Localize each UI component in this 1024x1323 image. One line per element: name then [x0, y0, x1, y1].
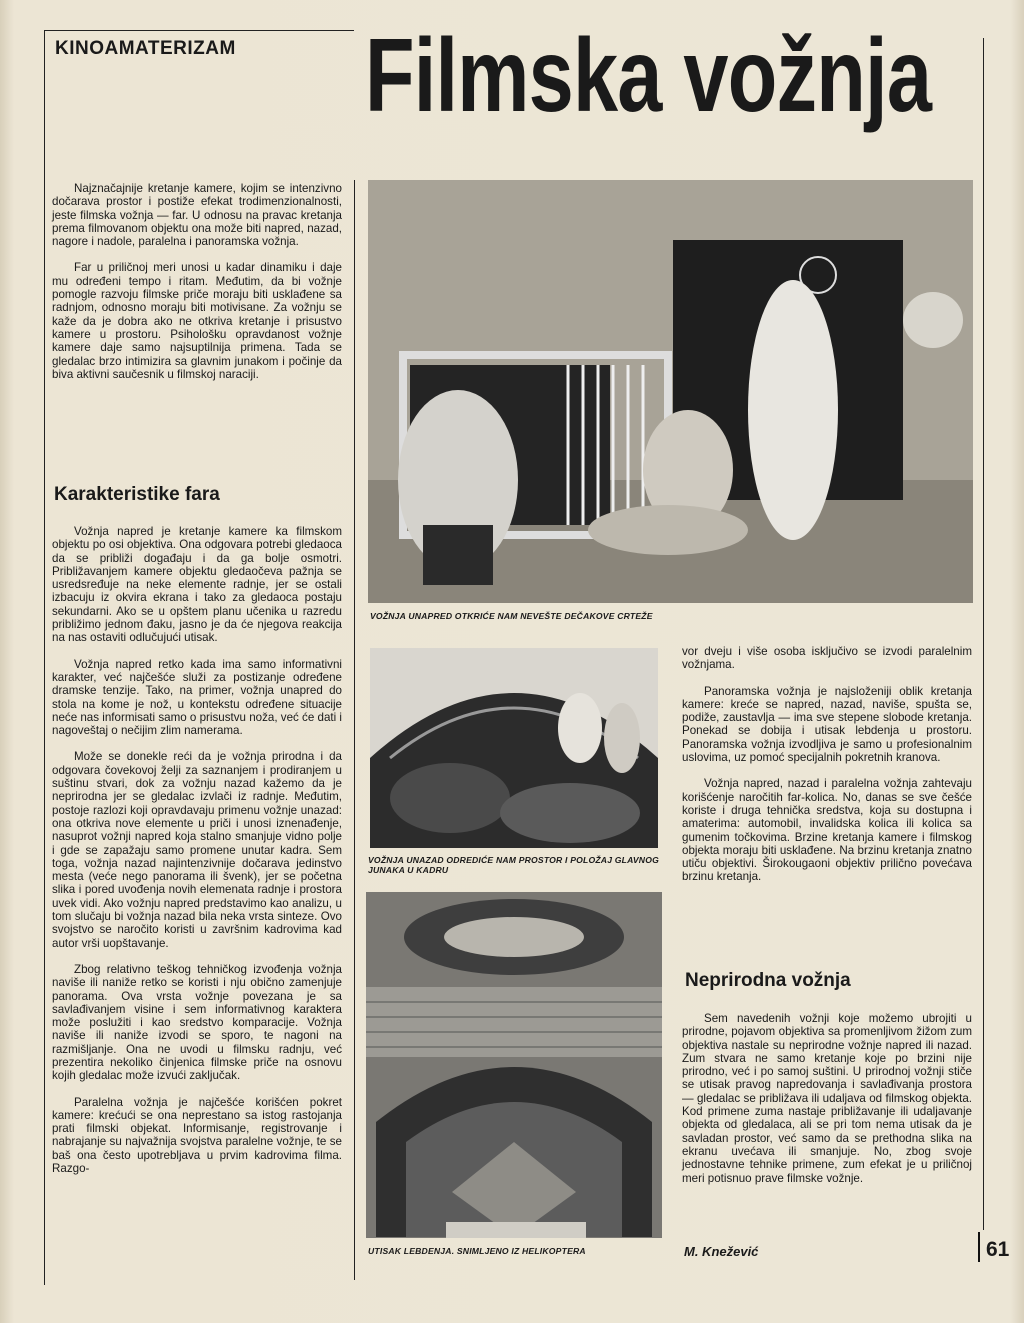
- paragraph: Vožnja napred, nazad i paralelna vožnja zahtevaju korišćenje naročitih far-kolica. No, danas se sve češće koriste i druga tehnička sredstva, koja su dostupna i amaterima: automobil, invalidska kolica ili kolica sa gumenim točkovima. Brzine kretanja kamere i filmskog objekta moraju biti usklađene. Na brzinu kretanja znatno utiču objektivi. Širokougaoni objektiv prilično povećava brzinu kretanja.: [682, 777, 972, 884]
- body-column-3-bottom: [682, 1012, 972, 1198]
- right-frame-rule: [983, 38, 984, 1230]
- photo-caption: UTISAK LEBDENJA. SNIMLJENO IZ HELIKOPTERA: [368, 1246, 586, 1256]
- intro-column: [52, 182, 342, 394]
- photo-stadium-aerial-image: [366, 892, 662, 1238]
- section-heading: Neprirodna vožnja: [685, 970, 851, 991]
- page-number: 61: [986, 1238, 1010, 1261]
- paragraph: Vožnja napred retko kada ima samo informativni karakter, već najčešće služi za postizanje određene dramske tenzije. Tako, na primer, vožnja unapred do stola na kome je nož, u kontekstu određene situacije neće nas informisati samo o prisustvu noža, već će dati i nagoveštaj o nečijim zlim namerama.: [52, 657, 342, 738]
- page-number-rule: [978, 1232, 980, 1262]
- paragraph: Zbog relativno teškog tehničkog izvođenja vožnja naviše ili naniže retko se koristi i nju obično zamenjuje panorama. Ova vrsta vožnje povezana je sa savlađivanjem visine i sem informativnog karaktera može poslužiti i kao sredstvo komparacije. Vožnja naviše ili naniže izvodi se sporo, te nagoni na razmišljanje. Ona ne uvodi u filmsku radnju, već prezentira nekoliko činjenica filmske priče na osnovu kojih gledalac može izvući zaključak.: [52, 962, 342, 1083]
- photo-stadium-aerial: [366, 892, 662, 1238]
- paragraph: Sem navedenih vožnji koje možemo ubrojiti u prirodne, pojavom objektiva sa promenljivom žižom zum objektiva nastale su neprirodne vožnje napred ili nazad. Zum stvara ne samo kretanje koje po brzini nije prirodno, već i po samoj suštini. U prirodnoj vožnji stiče se utisak pravog napredovanja i savlađivanja prostora — gledalac se približava ili udaljava od filmskog objekta. Kod primene zuma nastaje približavanje ili udaljavanje objekta od gledalaca, ali se pri tom nema utisak da je savladan prostor, već samo da se prethodna slika na ekranu uvećava ili smanjuje. No, zbog svoje jednostavne tehnike primene, zum efekat je u priličnoj meri potisnuo prave filmske vožnje.: [682, 1012, 972, 1185]
- section-heading: Karakteristike fara: [54, 484, 220, 505]
- photo-caption: VOŽNJA UNAPRED OTKRIĆE NAM NEVEŠTE DEČAKOVE CRTEŽE: [370, 611, 653, 621]
- photo-children-drawing-image: [368, 180, 973, 603]
- top-frame-rule: [44, 30, 354, 31]
- left-frame-rule: [44, 30, 45, 1285]
- paragraph: Najznačajnije kretanje kamere, kojim se intenzivno dočarava prostor i postiže efekat trodimenzionalnosti, jeste filmska vožnja — far. U odnosu na pravac kretanja prema filmovanom objektu ona može biti napred, nazad, nagore i nadole, paralelna i panoramska vožnja.: [52, 182, 342, 249]
- body-column-1: [52, 525, 342, 1188]
- paragraph: Paralelna vožnja je najčešće korišćen pokret kamere: krećući se ona neprestano sa istog rastojanja prati filmski objekat. Informisanje, registrovanje i nabrajanje su najvažnija svojstva paralelne vožnje, te se baš ona često upotrebljava u prvim kadrovima filma. Razgo-: [52, 1095, 342, 1176]
- author-signature: M. Knežević: [684, 1244, 759, 1259]
- paragraph: Panoramska vožnja je najsloženiji oblik kretanja kamere: kreće se napred, nazad, naviše, spušta se, podiže, zaustavlja — ima sve stepene slobode kretanja. Ponekad se dobija i utisak lebdenja u prostoru. Panoramska vožnja izvodljiva je samo u profesionalnim uslovima, uz pomoć specijalnih pokretnih kranova.: [682, 684, 972, 765]
- photo-caption: VOŽNJA UNAZAD ODREDIĆE NAM PROSTOR I POLOŽAJ GLAVNOG JUNAKA U KADRU: [368, 855, 659, 875]
- paragraph: Može se donekle reći da je vožnja prirodna i da odgovara čovekovoj želji za saznanjem i prodiranjem u suštinu stvari, dok za vožnju nazad kažemo da je neprirodna jer se gledalac izvlači iz radnje. Međutim, postoje razlozi koji opravdavaju primenu vožnje unazad: ona otkriva nove elemente u priči i unosi iznenađenje, nasuprot vožnji napred koja stalno smanjuje vidno polje i gde se zapažaju samo promene unutar kadra. Sem toga, vožnja nazad najintenzivnije dočarava jedinstvo mesta (veće nego panorama ili švenk), jer se početna slika i pored uvođenja novih elemenata radnje i prostora uvek vidi. Ako vožnju napred predstavimo kao analizu, u tom slučaju bi vožnja nazad bila neka vrsta sinteze. Ovo svojstvo se naročito koristi u završnim kadrovima kad autor vrši uopštavanje.: [52, 750, 342, 950]
- body-column-3-top: [682, 645, 972, 897]
- paragraph: Vožnja napred je kretanje kamere ka filmskom objektu po osi objektiva. Ona odgovara potrebi gledaoca da se približi događaju i da ga bolje osmotri. Približavanjem kamere objektu gledaočeva pažnja se usredsređuje na neke elemente radnje, jer se ostali izbacuju iz okvira ekrana i tako za gledaoca postaju sekundarni. Ako se u opštem planu učenika u razredu približimo jednom đaku, jasno je da će njegova reakcija na nas ostaviti odlučujući utisak.: [52, 525, 342, 645]
- paragraph: Far u priličnoj meri unosi u kadar dinamiku i daje mu određeni tempo i ritam. Međutim, da bi vožnje pomogle razvoju filmske priče moraju biti usklađene sa radnjom, odnosno moraju biti motivisane. Za vožnju se kaže da je dobra ako ne otkriva kretanje i prisustvo kamere u prostoru. Psihološku opravdanost vožnje kamere daje samo najsuptilnija primena. Tada se gledalac brzo intimizira sa glavnim junakom i počinje da biva aktivni saučesnik u filmskoj naraciji.: [52, 261, 342, 381]
- paragraph: vor dveju i više osoba isključivo se izvodi paralelnim vožnjama.: [682, 645, 972, 672]
- column-divider-left: [354, 180, 355, 1280]
- photo-aircraft-cabin-image: [370, 648, 658, 848]
- photo-aircraft-cabin: [370, 648, 658, 848]
- page-title: Filmska vožnja: [365, 18, 932, 134]
- section-label: KINOAMATERIZAM: [55, 38, 236, 59]
- photo-children-drawing: [368, 180, 973, 603]
